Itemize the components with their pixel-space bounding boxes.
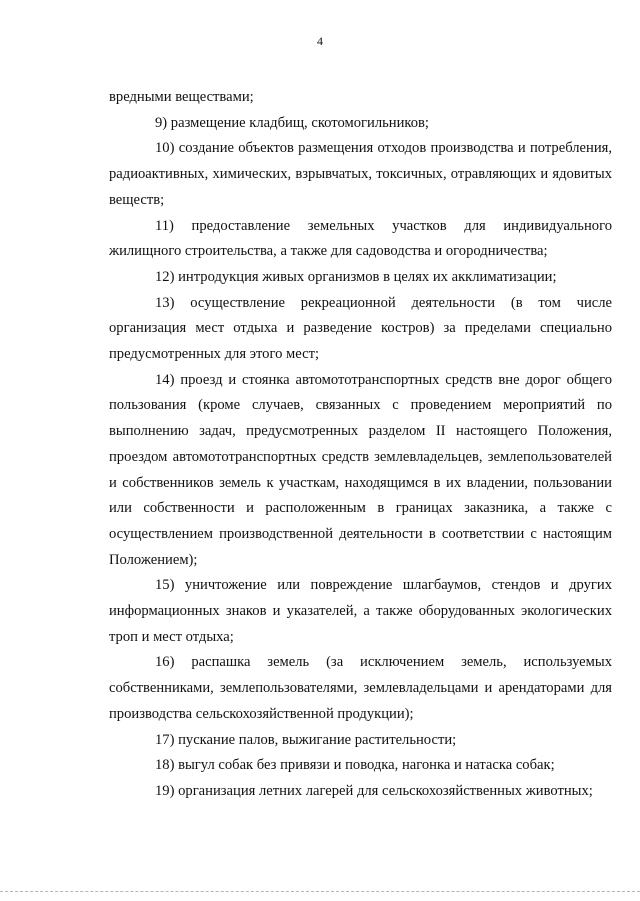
list-item-19: 19) организация летних лагерей для сельскохозяйственных животных; [155, 782, 593, 799]
list-item-9: 9) размещение кладбищ, скотомогильников; [155, 114, 429, 131]
list-item-14: 14) проезд и стоянка автомототранспортных средств вне дорог общего пользования (кроме случаев, связанных с проведением мероприятий по выполнению задач, предусмотренных разделом II настоящего Положения, проездом автомототранспортных средств землевладельцев, землепользователей и собственников земель к участкам, находящимся в их владении, пользовании или собственности и расположенным в границах заказника, а также с осуществлением производственной деятельности в соответствии с настоящим Положением); [109, 371, 612, 568]
list-item-18: 18) выгул собак без привязи и поводка, нагонка и натаска собак; [155, 757, 555, 774]
document-body [109, 85, 612, 805]
list-item-16: 16) распашка земель (за исключением земель, используемых собственниками, землепользователями, землевладельцами и арендаторами для производства сельскохозяйственной продукции); [109, 654, 612, 722]
list-item-12: 12) интродукция живых организмов в целях их акклиматизации; [155, 268, 557, 285]
list-item-10: 10) создание объектов размещения отходов производства и потребления, радиоактивных, химических, взрывчатых, токсичных, отравляющих и ядовитых веществ; [109, 140, 612, 208]
list-item-11: 11) предоставление земельных участков для индивидуального жилищного строительства, а также для садоводства и огородничества; [109, 217, 612, 260]
list-item-13: 13) осуществление рекреационной деятельности (в том числе организация мест отдыха и разведение костров) за пределами специально предусмотренных для этого мест; [109, 294, 612, 363]
list-item-17: 17) пускание палов, выжигание растительности; [155, 731, 457, 748]
paragraph-continuation: вредными веществами; [109, 89, 254, 105]
list-item-15: 15) уничтожение или повреждение шлагбаумов, стендов и других информационных знаков и указателей, а также оборудованных экологических троп и мест отдыха; [109, 577, 612, 645]
page-number: 4 [317, 34, 323, 48]
bottom-scan-line [0, 891, 640, 892]
